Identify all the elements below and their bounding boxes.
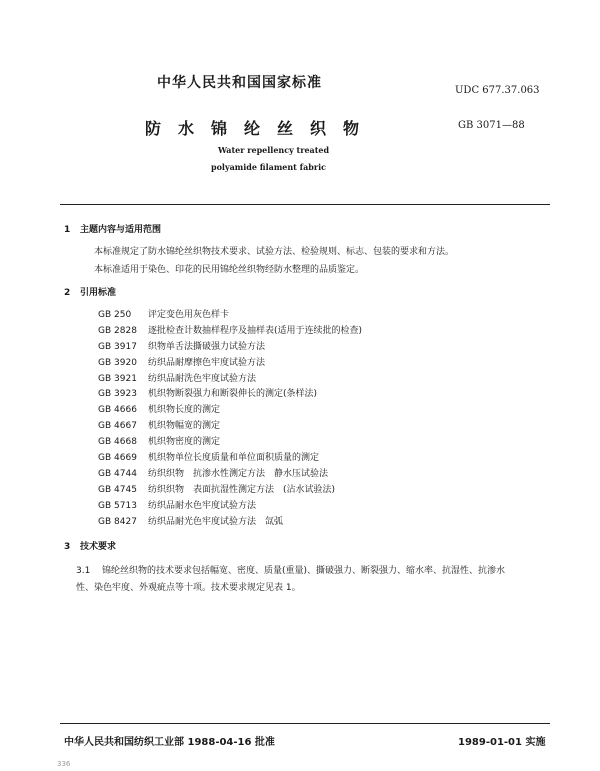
- reference-title: 机织物单位长度质量和单位面积质量的测定: [148, 453, 320, 464]
- gb-code: GB 3071—88: [458, 120, 525, 131]
- udc-code: UDC 677.37.063: [455, 85, 540, 96]
- reference-item: [98, 307, 362, 323]
- clause-text: 锦纶丝织物的技术要求包括幅宽、密度、质量(重量)、撕破强力、断裂强力、缩水率、抗湿性、抗渗水: [102, 566, 506, 576]
- english-title-line1: Water repellency treated: [218, 145, 330, 155]
- reference-title: 机织物幅宽的测定: [148, 421, 221, 432]
- footer-divider: [60, 723, 550, 724]
- clause-number: 3.1: [76, 566, 91, 576]
- section1-number: 1: [64, 225, 71, 235]
- reference-item: [98, 339, 362, 355]
- reference-title: 纺织品耐摩擦色牢度试验方法: [148, 357, 266, 368]
- section2-title: 引用标准: [80, 288, 117, 298]
- standard-title: 中华人民共和国国家标准: [157, 75, 322, 91]
- reference-code: GB 5713: [98, 500, 137, 511]
- reference-code: GB 8427: [98, 516, 137, 527]
- page-number: 336: [57, 760, 71, 768]
- reference-code: GB 4667: [98, 421, 137, 432]
- section3-clause-line2: 性、染色牢度、外观疵点等十项。技术要求规定见表 1。: [76, 583, 301, 593]
- reference-item: [98, 402, 362, 418]
- reference-title: 逐批检查计数抽样程序及抽样表(适用于连续批的检查): [148, 325, 363, 336]
- reference-item: [98, 514, 362, 530]
- section1-title: 主题内容与适用范围: [80, 225, 162, 235]
- reference-title: 机织物长度的测定: [148, 405, 221, 416]
- reference-title: 纺织品耐水色牢度试验方法: [148, 500, 257, 511]
- reference-code: GB 3923: [98, 389, 137, 400]
- reference-item: [98, 482, 362, 498]
- reference-code: GB 4745: [98, 484, 137, 495]
- reference-title: 机织物断裂强力和断裂伸长的测定(条样法): [148, 389, 318, 400]
- reference-title: 纺织品耐洗色牢度试验方法: [148, 373, 257, 384]
- reference-code: GB 3921: [98, 373, 137, 384]
- section1-para2: 本标准适用于染色、印花的民用锦纶丝织物经防水整理的品质鉴定。: [94, 265, 365, 275]
- reference-title: 织物单舌法撕破强力试验方法: [148, 341, 266, 352]
- section3-number: 3: [64, 542, 71, 552]
- reference-item: [98, 355, 362, 371]
- reference-title: 纺织品耐光色牢度试验方法 氙弧: [148, 516, 284, 527]
- reference-item: [98, 450, 362, 466]
- reference-code: GB 4669: [98, 453, 137, 464]
- section2-heading: [64, 285, 116, 298]
- reference-title: 纺织织物 抗渗水性测定方法 静水压试验法: [148, 468, 329, 479]
- reference-title: 机织物密度的测定: [148, 437, 221, 448]
- header-divider: [60, 204, 550, 205]
- english-title-line2: polyamide filament fabric: [211, 162, 327, 172]
- reference-title: 纺织织物 表面抗湿性测定方法 (沾水试验法): [148, 484, 336, 495]
- reference-code: GB 4744: [98, 468, 137, 479]
- section3-clause-line1: [76, 563, 505, 576]
- approval-note: 中华人民共和国纺织工业部 1988-04-16 批准: [64, 737, 275, 748]
- reference-item: [98, 418, 362, 434]
- reference-item: [98, 498, 362, 514]
- reference-code: GB 4666: [98, 405, 137, 416]
- effective-date: 1989-01-01 实施: [458, 737, 546, 748]
- reference-code: GB 3920: [98, 357, 137, 368]
- section1-heading: [64, 222, 161, 235]
- reference-code: GB 250: [98, 310, 132, 320]
- reference-list: [98, 307, 362, 529]
- section2-number: 2: [64, 288, 71, 298]
- reference-code: GB 2828: [98, 325, 137, 336]
- reference-title: 评定变色用灰色样卡: [148, 310, 230, 320]
- reference-item: [98, 371, 362, 387]
- section3-heading: [64, 539, 116, 552]
- reference-code: GB 4668: [98, 437, 137, 448]
- reference-item: [98, 466, 362, 482]
- section3-title: 技术要求: [80, 542, 117, 552]
- reference-item: [98, 386, 362, 402]
- document-title: 防水锦纶丝织物: [145, 119, 377, 138]
- reference-item: [98, 434, 362, 450]
- reference-item: [98, 323, 362, 339]
- reference-code: GB 3917: [98, 341, 137, 352]
- section1-para1: 本标准规定了防水锦纶丝织物技术要求、试验方法、检验规则、标志、包装的要求和方法。: [94, 247, 455, 257]
